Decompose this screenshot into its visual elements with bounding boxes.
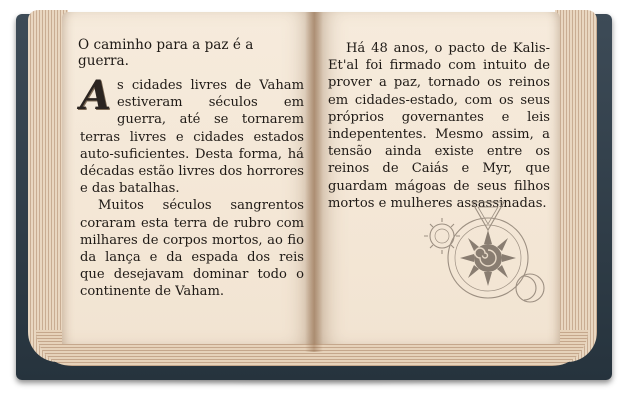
right-page-edges (555, 10, 597, 362)
sun-moon-emblem-icon (420, 196, 552, 320)
right-paragraph: Há 48 anos, o pacto de Kalis-Et'al foi firmado com intuito de prover a paz, tornado os reinos em cidades-estado, com os seus próprios governantes e leis indepententes. Mesmo assim, a tensão ainda existe entre os reinos de Caiás e Myr, que guardam mágoas de seus filhos mortos e mulheres assassinadas. (328, 41, 550, 211)
book-spine (305, 12, 323, 352)
left-paragraph-1 (80, 72, 304, 197)
left-page-body (80, 72, 304, 301)
right-page-body (328, 40, 550, 212)
drop-cap: A (80, 72, 112, 119)
left-paragraph-1-text: s cidades livres de Vaham estiveram séculos em guerra, até se tornarem terras livres e cidades estados auto-suficientes. Desta forma, há décadas estão livres dos horrores e das batalhas. (80, 78, 304, 197)
left-paragraph-2: Muitos séculos sangrentos coraram esta terra de rubro com milhares de corpos mortos, ao fio da lança e da espada dos reis que desejavam dominar todo o continente de Vaham. (80, 198, 304, 300)
left-page-title: O caminho para a paz é a guerra. (78, 37, 254, 69)
